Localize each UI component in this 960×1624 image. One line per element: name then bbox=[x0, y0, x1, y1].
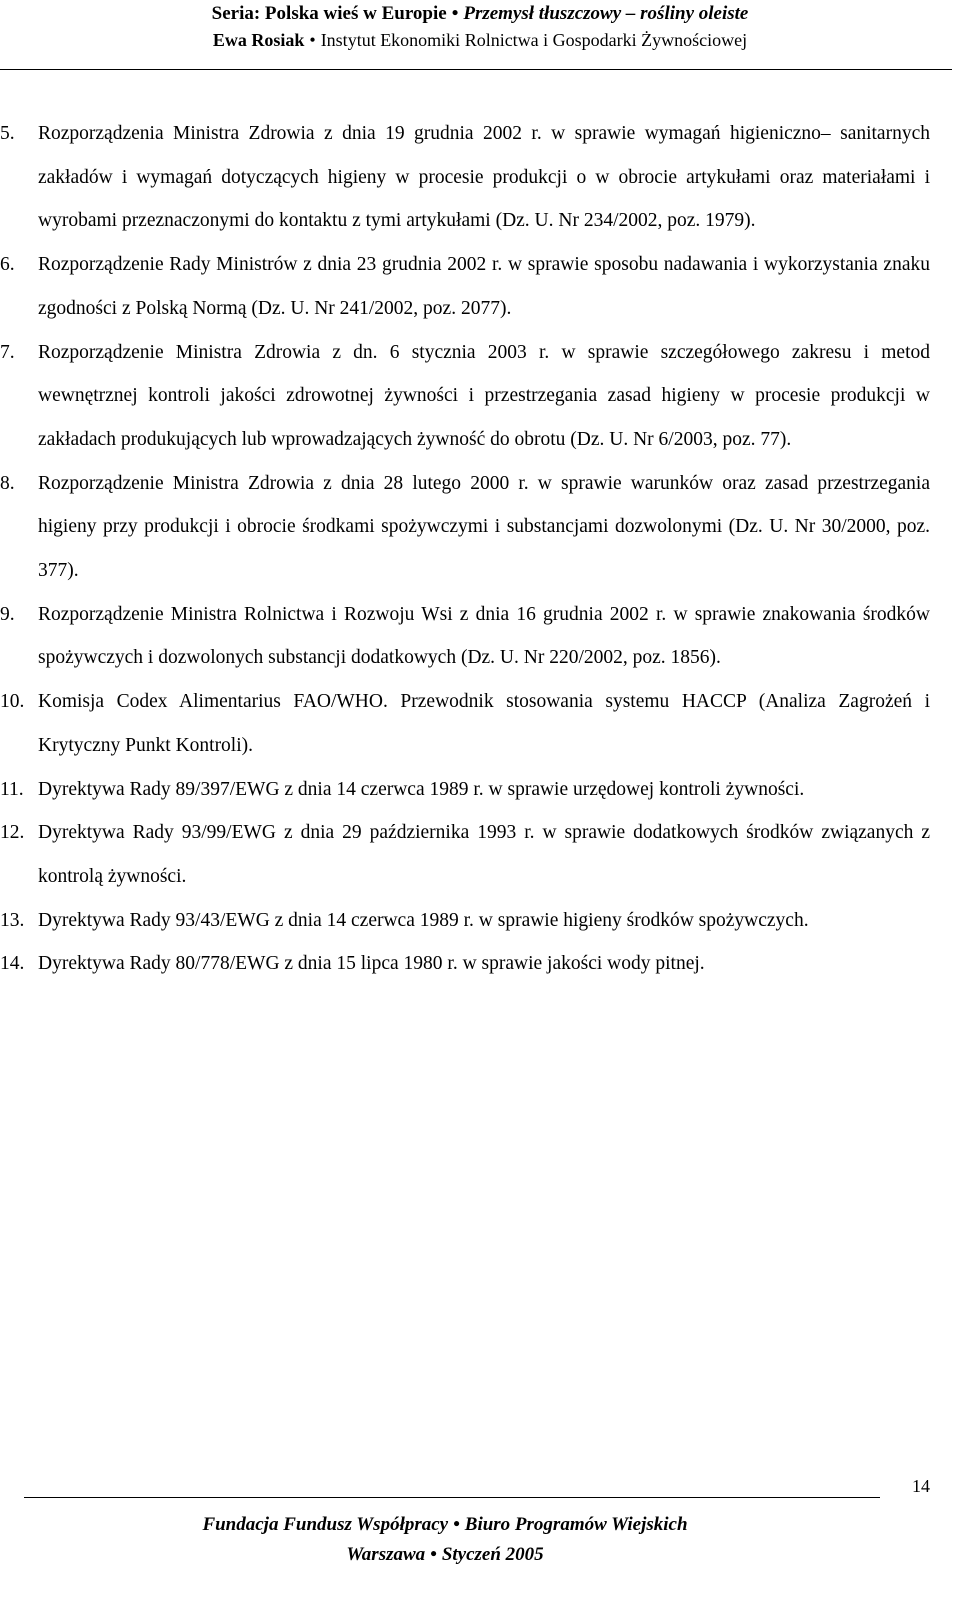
reference-text: Rozporządzenie Rady Ministrów z dnia 23 grudnia 2002 r. w sprawie sposobu nadawania i wykorzystania znaku zgodności z Polską Normą (Dz. U. Nr 241/2002, poz. 2077). bbox=[38, 254, 930, 319]
footer-date: Styczeń 2005 bbox=[441, 1544, 544, 1565]
reference-text: Dyrektywa Rady 89/397/EWG z dnia 14 czerwca 1989 r. w sprawie urzędowej kontroli żywności. bbox=[38, 778, 805, 800]
bullet-separator: • bbox=[453, 1514, 460, 1535]
reference-number: 9. bbox=[0, 603, 15, 625]
header-divider bbox=[0, 69, 952, 70]
reference-number: 10. bbox=[0, 691, 25, 713]
reference-number: 7. bbox=[0, 341, 15, 363]
reference-text: Dyrektywa Rady 93/43/EWG z dnia 14 czerwca 1989 r. w sprawie higieny środków spożywczych. bbox=[38, 909, 809, 931]
bullet-separator: • bbox=[309, 30, 316, 50]
header-series-line bbox=[0, 2, 960, 26]
reference-item bbox=[0, 811, 930, 898]
reference-text: Rozporządzenie Ministra Rolnictwa i Rozwoju Wsi z dnia 16 grudnia 2002 r. w sprawie znakowania środków spożywczych i dozwolonych substancji dodatkowych (Dz. U. Nr 220/2002, poz. 1856). bbox=[38, 603, 930, 669]
reference-item bbox=[0, 331, 930, 462]
reference-number: 11. bbox=[0, 778, 24, 800]
footer-organization-line bbox=[0, 1513, 890, 1537]
reference-item bbox=[0, 243, 930, 330]
reference-text: Rozporządzenie Ministra Zdrowia z dnia 28 lutego 2000 r. w sprawie warunków oraz zasad przestrzegania higieny przy produkcji i obrocie środkami spożywczymi i substancjami dozwolonymi (Dz. U. Nr 30/2000, poz. 377). bbox=[38, 472, 930, 582]
reference-item bbox=[0, 112, 930, 243]
reference-number: 5. bbox=[0, 123, 15, 144]
reference-number: 8. bbox=[0, 472, 15, 494]
bullet-separator: • bbox=[430, 1544, 437, 1565]
reference-item bbox=[0, 768, 930, 812]
header-author-line bbox=[0, 28, 960, 52]
reference-item bbox=[0, 899, 930, 943]
reference-item bbox=[0, 942, 930, 986]
reference-item bbox=[0, 462, 930, 593]
footer-place-date-line bbox=[0, 1543, 890, 1567]
reference-item bbox=[0, 593, 930, 680]
reference-text: Komisja Codex Alimentarius FAO/WHO. Przewodnik stosowania systemu HACCP (Analiza Zagrożeń i Krytyczny Punkt Kontroli). bbox=[38, 691, 930, 756]
reference-number: 14. bbox=[0, 953, 25, 975]
bullet-separator: • bbox=[451, 3, 459, 24]
reference-text: Dyrektywa Rady 80/778/EWG z dnia 15 lipca 1980 r. w sprawie jakości wody pitnej. bbox=[38, 953, 705, 975]
reference-number: 6. bbox=[0, 254, 15, 276]
office-name: Biuro Programów Wiejskich bbox=[464, 1514, 688, 1535]
footer-city: Warszawa bbox=[346, 1544, 426, 1565]
page-number: 14 bbox=[912, 1476, 930, 1496]
reference-text: Rozporządzenie Ministra Zdrowia z dn. 6 stycznia 2003 r. w sprawie szczegółowego zakresu i metod wewnętrznej kontroli jakości zdrowotnej żywności i przestrzegania zasad higieny w procesie produkcji w zakładach produkujących lub wprowadzających żywność do obrotu (Dz. U. Nr 6/2003, poz. 77). bbox=[38, 341, 930, 450]
reference-list bbox=[0, 112, 930, 986]
institute-name: Instytut Ekonomiki Rolnictwa i Gospodarki Żywnościowej bbox=[320, 30, 748, 50]
foundation-name: Fundacja Fundusz Współpracy bbox=[202, 1514, 449, 1535]
reference-text: Dyrektywa Rady 93/99/EWG z dnia 29 października 1993 r. w sprawie dodatkowych środków związanych z kontrolą żywności. bbox=[38, 822, 930, 887]
reference-number: 12. bbox=[0, 822, 25, 844]
reference-number: 13. bbox=[0, 909, 25, 931]
series-label: Seria: Polska wieś w Europie bbox=[211, 3, 447, 24]
footer-divider bbox=[24, 1497, 880, 1498]
reference-text: Rozporządzenia Ministra Zdrowia z dnia 19 grudnia 2002 r. w sprawie wymagań higieniczno– sanitarnych zakładów i wymagań dotyczących higieny w procesie produkcji o w obrocie artykułami oraz materiałami i wyrobami przeznaczonymi do kontaktu z tymi artykułami (Dz. U. Nr 234/2002, poz. 1979). bbox=[38, 123, 930, 232]
reference-item bbox=[0, 680, 930, 767]
author-name: Ewa Rosiak bbox=[212, 30, 305, 50]
series-topic: Przemysł tłuszczowy – rośliny oleiste bbox=[463, 3, 749, 24]
